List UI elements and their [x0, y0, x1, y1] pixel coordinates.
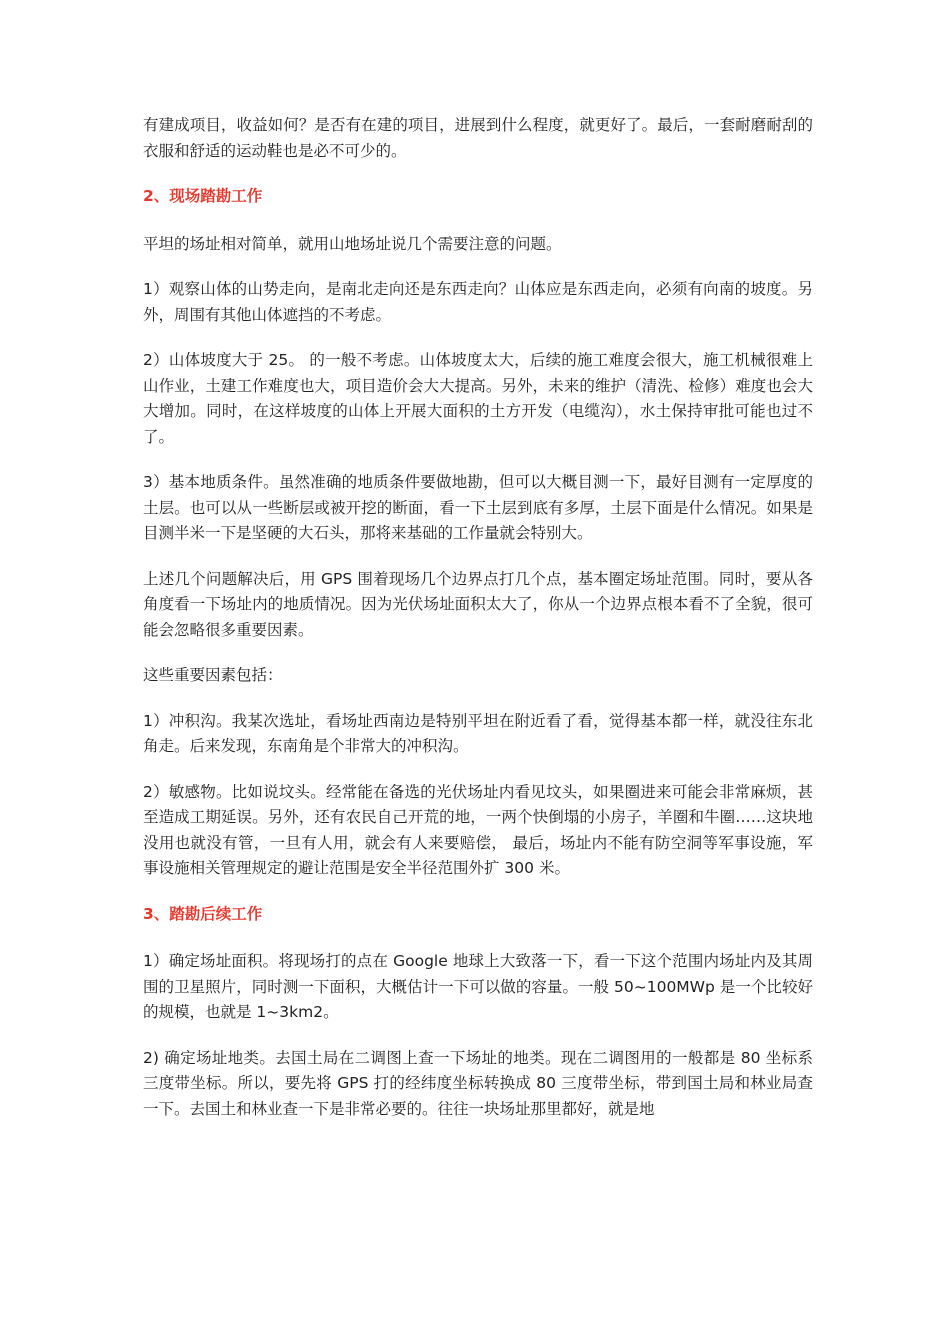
- factor-item-1: 1）冲积沟。我某次选址，看场址西南边是特别平坦在附近看了看，觉得基本都一样，就没往东北角走。后来发现，东南角是个非常大的冲积沟。: [143, 711, 813, 755]
- section-2-item-3: 3）基本地质条件。虽然准确的地质条件要做地勘，但可以大概目测一下，最好目测有一定厚度的土层。也可以从一些断层或被开挖的断面，看一下土层到底有多厚，土层下面是什么情况。如果是目测半米一下是坚硬的大石头，那将来基础的工作量就会特别大。: [143, 473, 813, 542]
- factors-intro: 这些重要因素包括：: [143, 666, 283, 684]
- section-2-item-1: 1）观察山体的山势走向，是南北走向还是东西走向？山体应是东西走向，必须有向南的坡度。另外，周围有其他山体遮挡的不考虑。: [143, 280, 813, 324]
- section-3-item-1: 1）确定场址面积。将现场打的点在 Google 地球上大致落一下，看一下这个范围内场址内及其周围的卫星照片，同时测一下面积，大概估计一下可以做的容量。一般 50~100MWp 是一个比较好的规模，也就是 1~3km2。: [143, 952, 813, 1021]
- section-3-item-2: 2) 确定场址地类。去国土局在二调图上查一下场址的地类。现在二调图用的一般都是 80 坐标系三度带坐标。所以，要先将 GPS 打的经纬度坐标转换成 80 三度带坐标，带到国土局和林业局查一下。去国土和林业查一下是非常必要的。往往一块场址那里都好，就是地: [143, 1048, 813, 1118]
- section-2-intro: 平坦的场址相对简单，就用山地场址说几个需要注意的问题。: [143, 234, 562, 253]
- document-body: [143, 113, 813, 1142]
- section-2-summary: 上述几个问题解决后，用 GPS 围着现场几个边界点打几个点，基本圈定场址范围。同时，要从各角度看一下场址内的地质情况。因为光伏场址面积太大了，你从一个边界点根本看不了全貌，很可能会忽略很多重要因素。: [143, 569, 813, 639]
- section-2-heading: 2、现场踏勘工作: [143, 187, 263, 205]
- section-3-heading: 3、踏勘后续工作: [143, 904, 263, 923]
- section-2-item-2: 2）山体坡度大于 25。 的一般不考虑。山体坡度太大，后续的施工难度会很大，施工机械很难上山作业，土建工作难度也大，项目造价会大大提高。另外，未来的维护（清洗、检修）难度也会大大增加。同时，在这样坡度的山体上开展大面积的土方开发（电缆沟），水土保持审批可能也过不了。: [143, 351, 813, 446]
- factor-item-2: 2）敏感物。比如说坟头。经常能在备选的光伏场址内看见坟头，如果圈进来可能会非常麻烦，甚至造成工期延误。另外，还有农民自己开荒的地，一两个快倒塌的小房子，羊圈和牛圈……这块地没用也就没有管，一旦有人用，就会有人来要赔偿， 最后，场址内不能有防空洞等军事设施，军事设施相关管理规定的避让范围是安全半径范围外扩 300 米。: [143, 782, 813, 877]
- paragraph-top: 有建成项目，收益如何？是否有在建的项目，进展到什么程度，就更好了。最后，一套耐磨耐刮的衣服和舒适的运动鞋也是必不可少的。: [143, 116, 813, 160]
